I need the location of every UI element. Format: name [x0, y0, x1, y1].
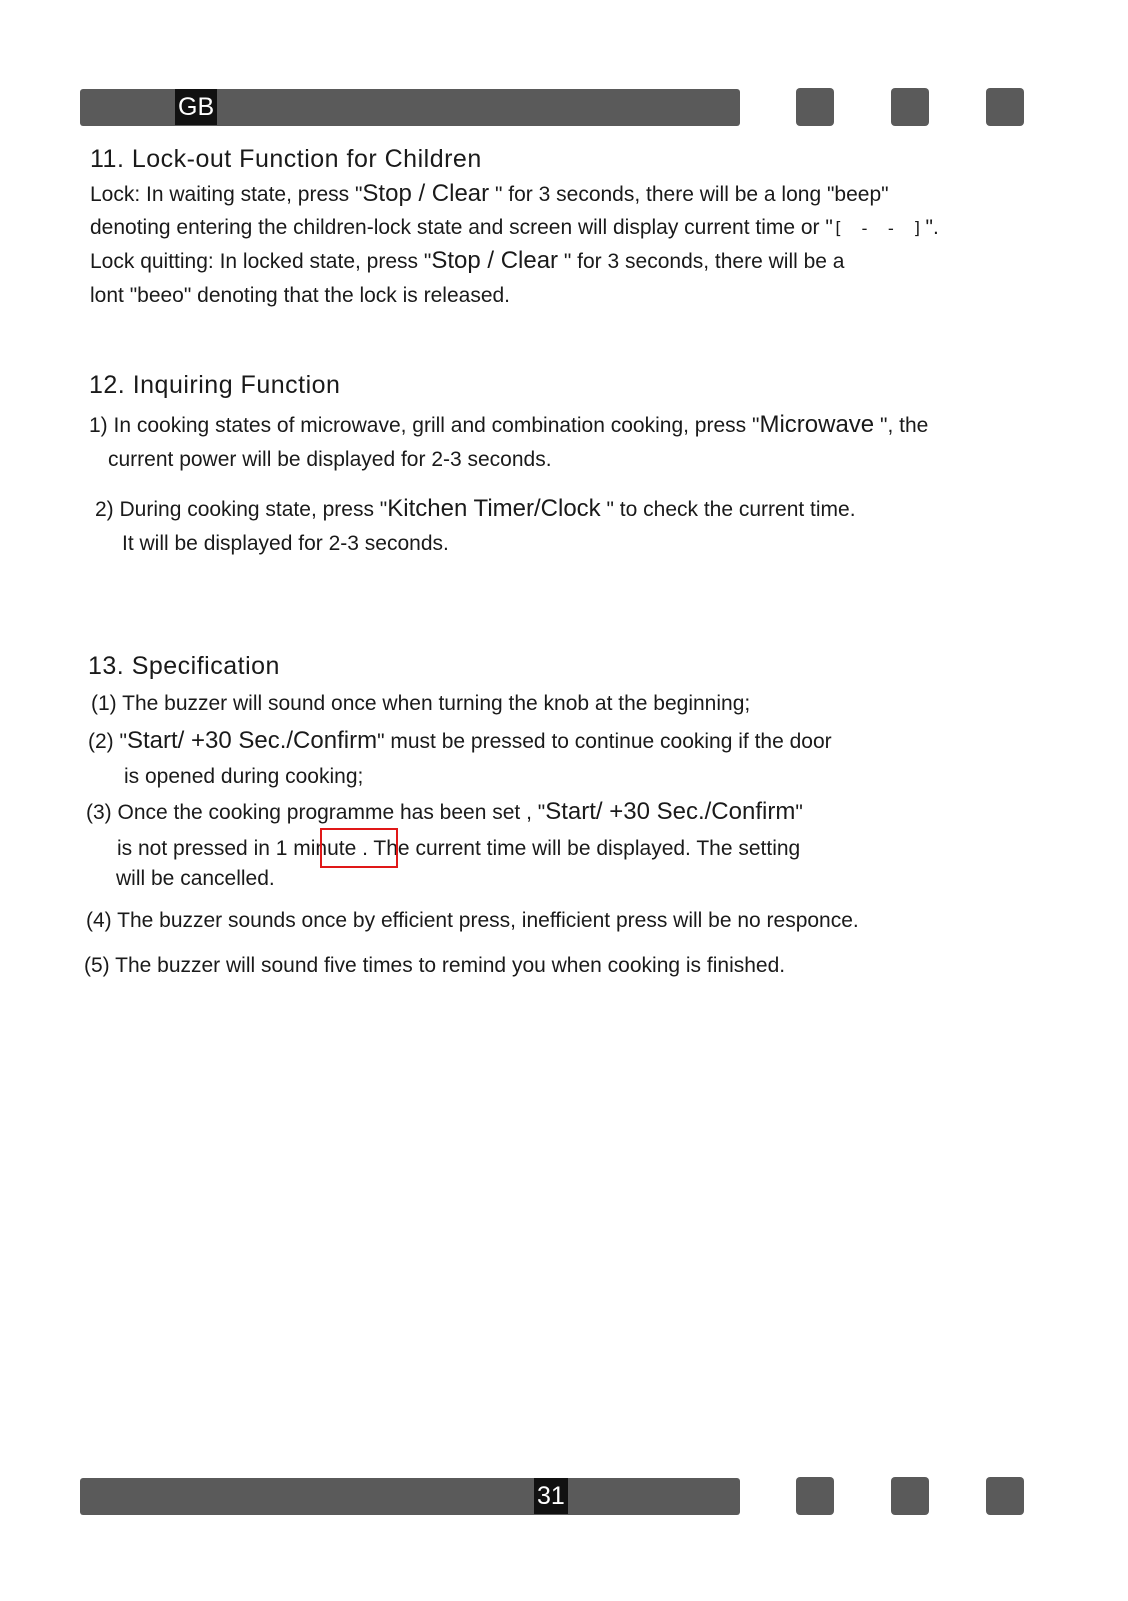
footer-bar [80, 1478, 740, 1515]
microwave-key-label: Microwave [759, 411, 875, 438]
section-11-line-3: Lock quitting: In locked state, press "Stop / Clear " for 3 seconds, there will be a [90, 247, 845, 274]
highlight-box [320, 828, 398, 868]
kitchen-timer-key-label: Kitchen Timer/Clock [387, 495, 601, 522]
section-12-item-2: 2) During cooking state, press "Kitchen Timer/Clock " to check the current time. [95, 495, 856, 522]
footer-square-3 [986, 1477, 1024, 1515]
header-square-2 [891, 88, 929, 126]
spec-item-1: (1) The buzzer will sound once when turning the knob at the beginning; [91, 692, 751, 715]
section-12-item-1: 1) In cooking states of microwave, grill and combination cooking, press "Microwave ", the [89, 411, 929, 438]
section-12-title: 12. Inquiring Function [89, 371, 341, 399]
section-13-title: 13. Specification [88, 652, 280, 680]
spec-item-4: (4) The buzzer sounds once by efficient press, inefficient press will be no responce. [86, 909, 859, 932]
start-confirm-key-label: Start/ +30 Sec./Confirm [126, 727, 378, 754]
spec-item-3: (3) Once the cooking programme has been set , "Start/ +30 Sec./Confirm" [86, 798, 803, 825]
header-square-1 [796, 88, 834, 126]
section-12-item-2-cont: It will be displayed for 2-3 seconds. [122, 532, 449, 555]
spec-item-2: (2) "Start/ +30 Sec./Confirm" must be pressed to continue cooking if the door [88, 727, 832, 754]
section-11-line-4: lont "beeo" denoting that the lock is released. [90, 284, 511, 307]
footer-square-1 [796, 1477, 834, 1515]
section-12-item-1-cont: current power will be displayed for 2-3 seconds. [108, 448, 552, 471]
stop-clear-key-label: Stop / Clear [362, 180, 490, 207]
section-11-title: 11. Lock-out Function for Children [90, 145, 482, 173]
spec-item-5: (5) The buzzer will sound five times to remind you when cooking is finished. [84, 954, 786, 977]
spec-item-3-cont: is not pressed in 1 minute . The current time will be displayed. The setting [117, 837, 801, 860]
footer-square-2 [891, 1477, 929, 1515]
page-number: 31 [534, 1478, 568, 1514]
section-11-line-2: denoting entering the children-lock state and screen will display current time or "[ - - ]". [90, 216, 939, 239]
section-11-line-1: Lock: In waiting state, press "Stop / Clear " for 3 seconds, there will be a long "beep" [90, 180, 889, 207]
start-confirm-key-label: Start/ +30 Sec./Confirm [545, 798, 796, 825]
lock-display-symbol: [ - - ] [832, 219, 926, 239]
header-square-3 [986, 88, 1024, 126]
spec-item-2-cont: is opened during cooking; [124, 765, 364, 788]
stop-clear-key-label: Stop / Clear [431, 247, 559, 274]
spec-item-3-cont-2: will be cancelled. [116, 867, 275, 890]
language-tag: GB [175, 89, 217, 125]
